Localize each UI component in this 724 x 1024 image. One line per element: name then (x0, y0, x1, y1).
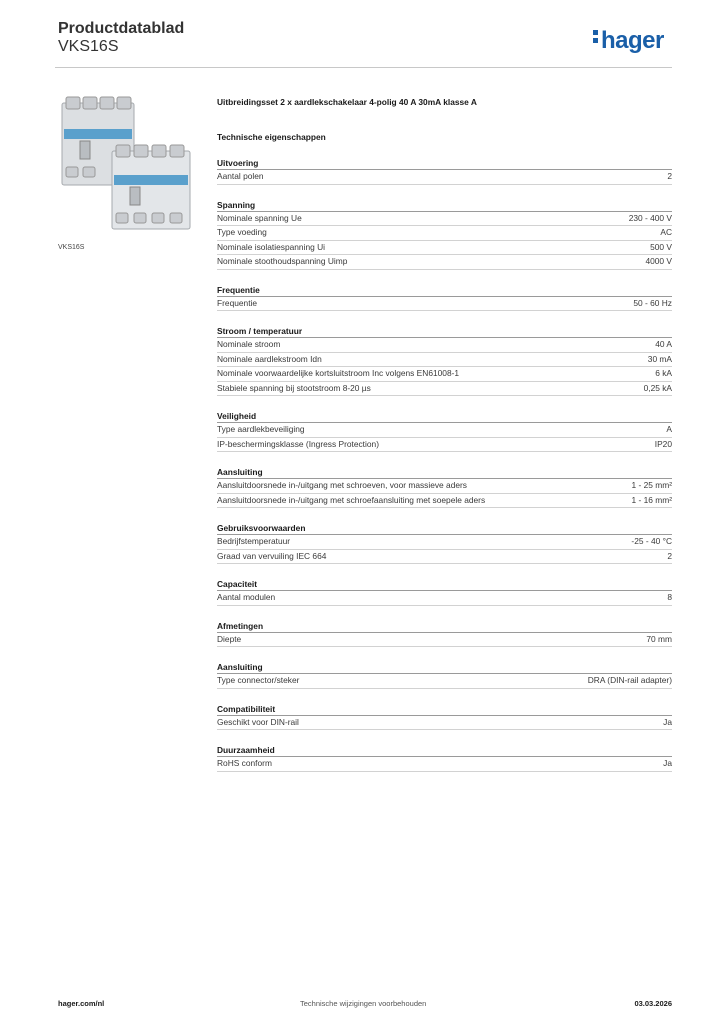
page-subtitle: VKS16S (58, 38, 119, 55)
spec-sheet (217, 96, 672, 772)
spec-row (217, 550, 672, 565)
spec-label: Nominale spanning Ue (217, 212, 302, 223)
spec-value: DRA (DIN-rail adapter) (587, 675, 672, 685)
spec-value: 0,25 kA (643, 382, 672, 393)
spec-label: IP-beschermingsklasse (Ingress Protection) (217, 438, 379, 449)
brand-logo (593, 27, 664, 55)
spec-label: Nominale stoothoudspanning Uimp (217, 256, 348, 266)
spec-row (217, 367, 672, 382)
spec-group (217, 284, 672, 312)
spec-row (217, 535, 672, 550)
specs-heading: Technische eigenschappen (217, 132, 326, 142)
spec-label: Aantal modulen (217, 592, 276, 602)
spec-label: RoHS conform (217, 758, 272, 768)
logo-dots-icon (593, 27, 599, 46)
spec-row (217, 353, 672, 368)
spec-label: Bedrijfstemperatuur (217, 536, 291, 546)
logo-text: hager (601, 27, 664, 54)
spec-value: A (666, 424, 672, 434)
spec-row (217, 255, 672, 270)
spec-row (217, 297, 672, 312)
spec-value: Ja (663, 716, 672, 727)
spec-value: 2 (667, 171, 672, 181)
spec-value: 8 (667, 592, 672, 602)
spec-row (217, 633, 672, 648)
spec-value: 1 - 25 mm² (631, 480, 672, 490)
residual-current-breaker-icon (58, 95, 196, 232)
spec-label: Nominale isolatiespanning Ui (217, 241, 326, 252)
spec-value: 70 mm (646, 633, 672, 644)
spec-label: Nominale aardlekstroom Idn (217, 353, 322, 364)
spec-row (217, 494, 672, 509)
spec-value: 50 - 60 Hz (633, 297, 672, 308)
image-caption: VKS16S (58, 244, 85, 251)
spec-row (217, 170, 672, 185)
spec-value: 500 V (650, 241, 672, 252)
spec-row (217, 674, 672, 689)
spec-group (217, 744, 672, 772)
spec-groups (217, 157, 672, 772)
spec-label: Frequentie (217, 297, 258, 308)
spec-value: 30 mA (647, 353, 672, 364)
spec-row (217, 212, 672, 227)
spec-row (217, 438, 672, 453)
spec-value: 2 (667, 550, 672, 561)
spec-value: 6 kA (655, 368, 672, 378)
spec-group (217, 620, 672, 648)
footer-note: Technische wijzigingen voorbehouden (300, 999, 427, 1008)
spec-group (217, 661, 672, 689)
spec-group-title: Aansluiting (217, 466, 672, 479)
spec-row (217, 423, 672, 438)
spec-group (217, 578, 672, 606)
spec-group-title: Veiligheid (217, 410, 672, 423)
spec-row (217, 241, 672, 256)
spec-group (217, 703, 672, 731)
spec-group (217, 157, 672, 185)
spec-row (217, 716, 672, 731)
spec-group (217, 410, 672, 452)
spec-label: Nominale voorwaardelijke kortsluitstroom Inc volgens EN61008-1 (217, 368, 460, 378)
header-divider (55, 67, 672, 68)
spec-label: Nominale stroom (217, 339, 281, 349)
spec-group (217, 522, 672, 564)
spec-value: 1 - 16 mm² (631, 494, 672, 505)
spec-row (217, 591, 672, 606)
spec-group-title: Afmetingen (217, 620, 672, 633)
spec-group-title: Capaciteit (217, 578, 672, 591)
spec-value: 4000 V (645, 256, 672, 266)
spec-value: IP20 (654, 438, 672, 449)
spec-label: Geschikt voor DIN-rail (217, 716, 299, 727)
spec-value: AC (660, 227, 672, 237)
product-description: Uitbreidingsset 2 x aardlekschakelaar 4-polig 40 A 30mA klasse A (217, 97, 477, 107)
spec-group (217, 199, 672, 270)
spec-label: Aansluitdoorsnede in-/uitgang met schroeven, voor massieve aders (217, 480, 467, 490)
spec-group-title: Aansluiting (217, 661, 672, 674)
spec-label: Graad van vervuiling IEC 664 (217, 550, 327, 561)
spec-value: Ja (663, 758, 672, 768)
page-title: Productdatablad (58, 20, 185, 37)
spec-group-title: Stroom / temperatuur (217, 325, 672, 338)
footer-url[interactable]: hager.com/nl (58, 999, 105, 1008)
spec-value: -25 - 40 °C (631, 536, 672, 546)
spec-row (217, 226, 672, 241)
spec-label: Type aardlekbeveiliging (217, 424, 305, 434)
spec-value: 230 - 400 V (628, 212, 672, 223)
spec-group-title: Duurzaamheid (217, 744, 672, 757)
spec-label: Type voeding (217, 227, 267, 237)
spec-group-title: Frequentie (217, 284, 672, 297)
spec-value: 40 A (655, 339, 672, 349)
spec-label: Aantal polen (217, 171, 264, 181)
spec-group (217, 325, 672, 396)
spec-label: Stabiele spanning bij stootstroom 8-20 µs (217, 382, 371, 393)
spec-label: Type connector/steker (217, 675, 300, 685)
spec-row (217, 382, 672, 397)
spec-group (217, 466, 672, 508)
spec-label: Aansluitdoorsnede in-/uitgang met schroefaansluiting met soepele aders (217, 494, 486, 505)
footer-date: 03.03.2026 (634, 999, 672, 1008)
spec-group-title: Uitvoering (217, 157, 672, 170)
spec-row (217, 757, 672, 772)
spec-group-title: Compatibiliteit (217, 703, 672, 716)
spec-label: Diepte (217, 633, 242, 644)
spec-row (217, 479, 672, 494)
spec-group-title: Gebruiksvoorwaarden (217, 522, 672, 535)
spec-row (217, 338, 672, 353)
spec-group-title: Spanning (217, 199, 672, 212)
